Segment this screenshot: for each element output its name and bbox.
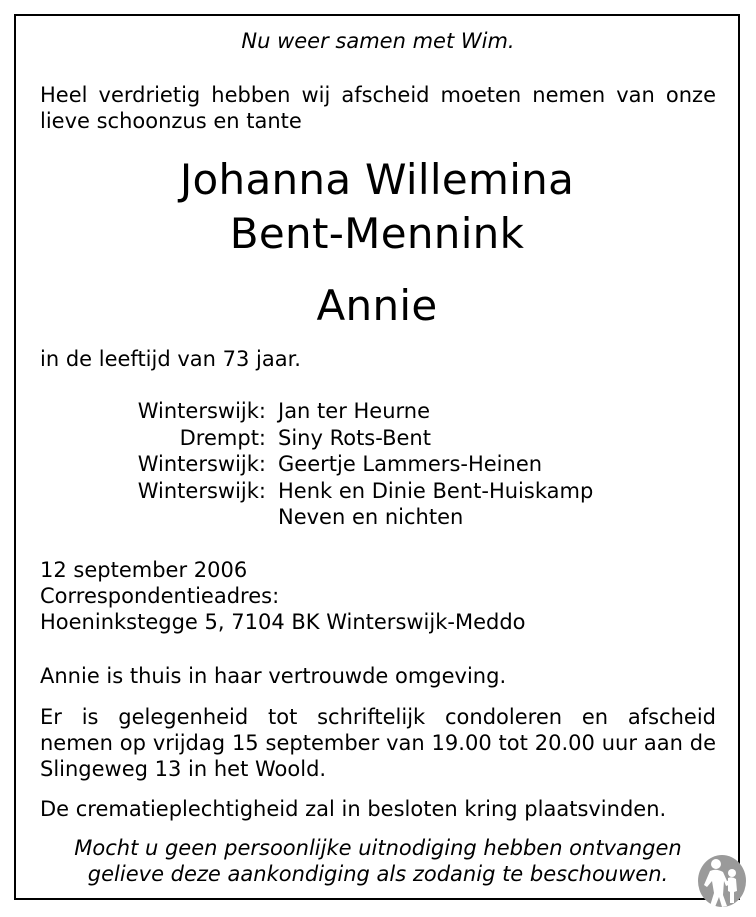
relative-row [106,504,593,531]
relative-place: Winterswijk: [137,478,266,503]
intro-line-1: Heel verdrietig hebben wij afscheid moeten nemen van onze [40,83,716,107]
condolence-line-2: nemen op vrijdag 15 september van 19.00 tot 20.00 uur aan de [40,731,716,755]
relative-name: Geertje Lammers-Heinen [278,452,543,476]
deceased-nickname: Annie [316,281,438,330]
relative-place: Winterswijk: [137,452,266,476]
relative-row [106,398,593,425]
mourning-figure-icon [697,851,747,908]
deceased-name-line-2: Bent-Mennink [229,209,525,258]
relative-row [106,425,593,452]
relative-place: Winterswijk: [137,399,266,423]
relative-name: Siny Rots-Bent [278,425,431,450]
condolence-line-3: Slingeweg 13 in het Woold. [40,757,327,781]
announcement-frame [14,14,740,900]
correspondence-label: Correspondentieadres: [40,584,280,608]
at-home-text: Annie is thuis in haar vertrouwde omgeving. [40,664,507,688]
date: 12 september 2006 [40,558,248,582]
correspondence-address: Hoeninkstegge 5, 7104 BK Winterswijk-Meddo [40,610,526,634]
closing-line-1: Mocht u geen persoonlijke uitnodiging hebben ontvangen [74,836,682,860]
relative-row [106,478,593,505]
condolence-line-1: Er is gelegenheid tot schriftelijk condoleren en afscheid [40,705,716,729]
relative-row [106,451,593,478]
relative-place [106,504,266,531]
cremation-text: De crematieplechtigheid zal in besloten kring plaatsvinden. [40,797,667,821]
deceased-name-line-1: Johanna Willemina [179,155,575,204]
relative-name: Jan ter Heurne [278,399,431,423]
relative-name: Neven en nichten [278,505,464,529]
age-text: in de leeftijd van 73 jaar. [40,347,301,371]
motto: Nu weer samen met Wim. [241,29,515,53]
relatives-list [106,398,593,531]
relative-place: Drempt: [179,425,266,450]
closing-line-2: gelieve deze aankondiging als zodanig te beschouwen. [87,862,669,886]
relative-name: Henk en Dinie Bent-Huiskamp [278,478,594,503]
intro-line-2: lieve schoonzus en tante [40,109,302,133]
